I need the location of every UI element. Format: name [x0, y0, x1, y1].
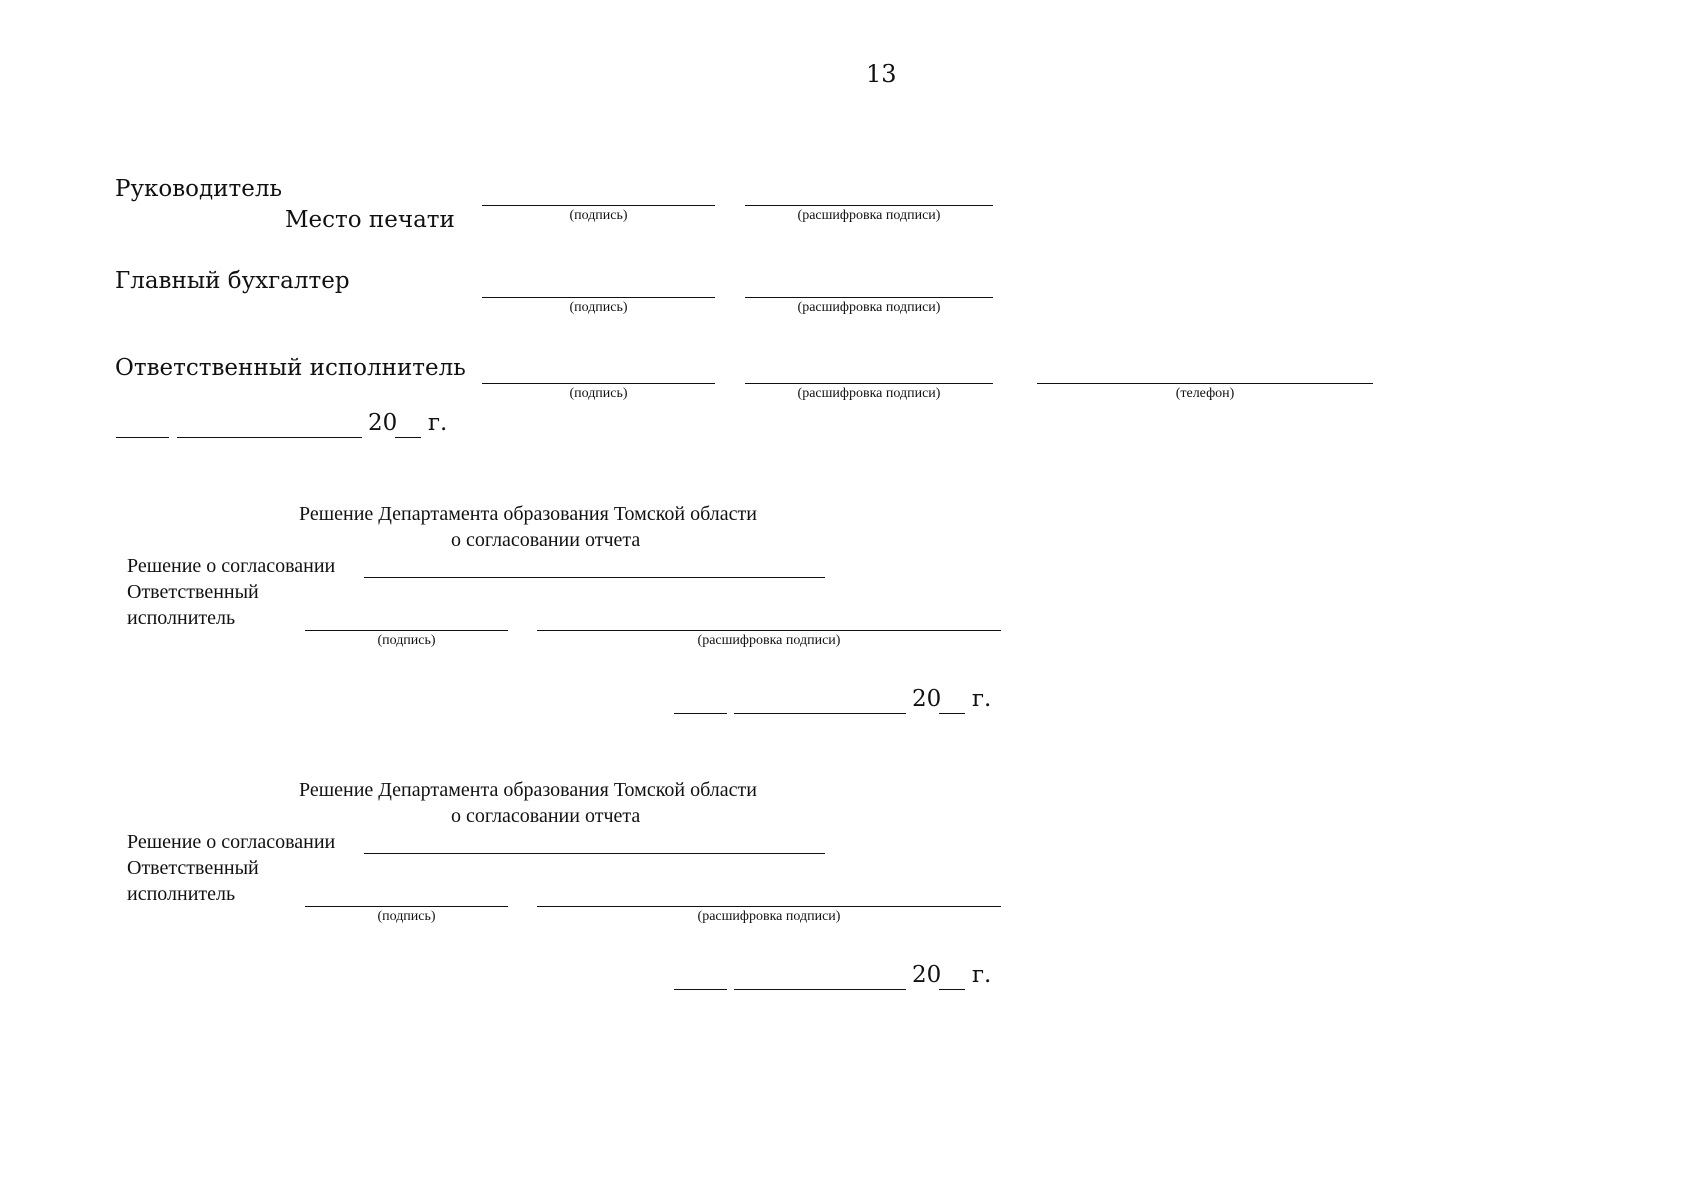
- decision-signature-line: [305, 630, 508, 631]
- decision-signature-caption: (подпись): [377, 633, 436, 648]
- date-year-prefix: 20: [368, 410, 398, 436]
- head-label: Руководитель: [115, 176, 282, 202]
- accountant-decoding-line: [745, 297, 993, 298]
- decision-title-line2: о согласовании отчета: [451, 805, 641, 827]
- decision-line: [364, 577, 825, 578]
- executor-signature-caption: (подпись): [569, 386, 628, 401]
- page-number: 13: [866, 60, 897, 88]
- date-year-line: [939, 713, 965, 714]
- chief-accountant-label: Главный бухгалтер: [115, 268, 350, 294]
- decision-label: Решение о согласовании: [127, 831, 336, 853]
- executor-decoding-line: [745, 383, 993, 384]
- decision-executor-line1: Ответственный: [127, 857, 259, 879]
- date-year-line: [939, 989, 965, 990]
- head-signature-line: [482, 205, 715, 206]
- executor-label: Ответственный исполнитель: [115, 355, 466, 381]
- decision-decoding-line: [537, 906, 1001, 907]
- accountant-decoding-caption: (расшифровка подписи): [797, 300, 941, 315]
- date-day-line: [116, 437, 169, 438]
- head-signature-caption: (подпись): [569, 208, 628, 223]
- date-year-prefix: 20: [912, 686, 942, 712]
- date-suffix: г.: [972, 686, 992, 712]
- decision-decoding-caption: (расшифровка подписи): [697, 633, 841, 648]
- date-day-line: [674, 989, 727, 990]
- date-suffix: г.: [428, 410, 448, 436]
- executor-signature-line: [482, 383, 715, 384]
- decision-label: Решение о согласовании: [127, 555, 336, 577]
- date-month-line: [734, 989, 906, 990]
- date-year-prefix: 20: [912, 962, 942, 988]
- stamp-label: Место печати: [285, 207, 455, 233]
- decision-title-line2: о согласовании отчета: [451, 529, 641, 551]
- decision-signature-caption: (подпись): [377, 909, 436, 924]
- executor-phone-caption: (телефон): [1175, 386, 1235, 401]
- head-decoding-caption: (расшифровка подписи): [797, 208, 941, 223]
- accountant-signature-line: [482, 297, 715, 298]
- executor-decoding-caption: (расшифровка подписи): [797, 386, 941, 401]
- decision-title-line1: Решение Департамента образования Томской области: [299, 779, 757, 801]
- accountant-signature-caption: (подпись): [569, 300, 628, 315]
- decision-executor-line2: исполнитель: [127, 883, 236, 905]
- decision-decoding-caption: (расшифровка подписи): [697, 909, 841, 924]
- decision-line: [364, 853, 825, 854]
- decision-title-line1: Решение Департамента образования Томской области: [299, 503, 757, 525]
- executor-phone-line: [1037, 383, 1373, 384]
- date-day-line: [674, 713, 727, 714]
- date-month-line: [734, 713, 906, 714]
- date-year-line: [395, 437, 421, 438]
- date-suffix: г.: [972, 962, 992, 988]
- date-month-line: [177, 437, 362, 438]
- head-decoding-line: [745, 205, 993, 206]
- decision-executor-line1: Ответственный: [127, 581, 259, 603]
- decision-decoding-line: [537, 630, 1001, 631]
- decision-executor-line2: исполнитель: [127, 607, 236, 629]
- decision-signature-line: [305, 906, 508, 907]
